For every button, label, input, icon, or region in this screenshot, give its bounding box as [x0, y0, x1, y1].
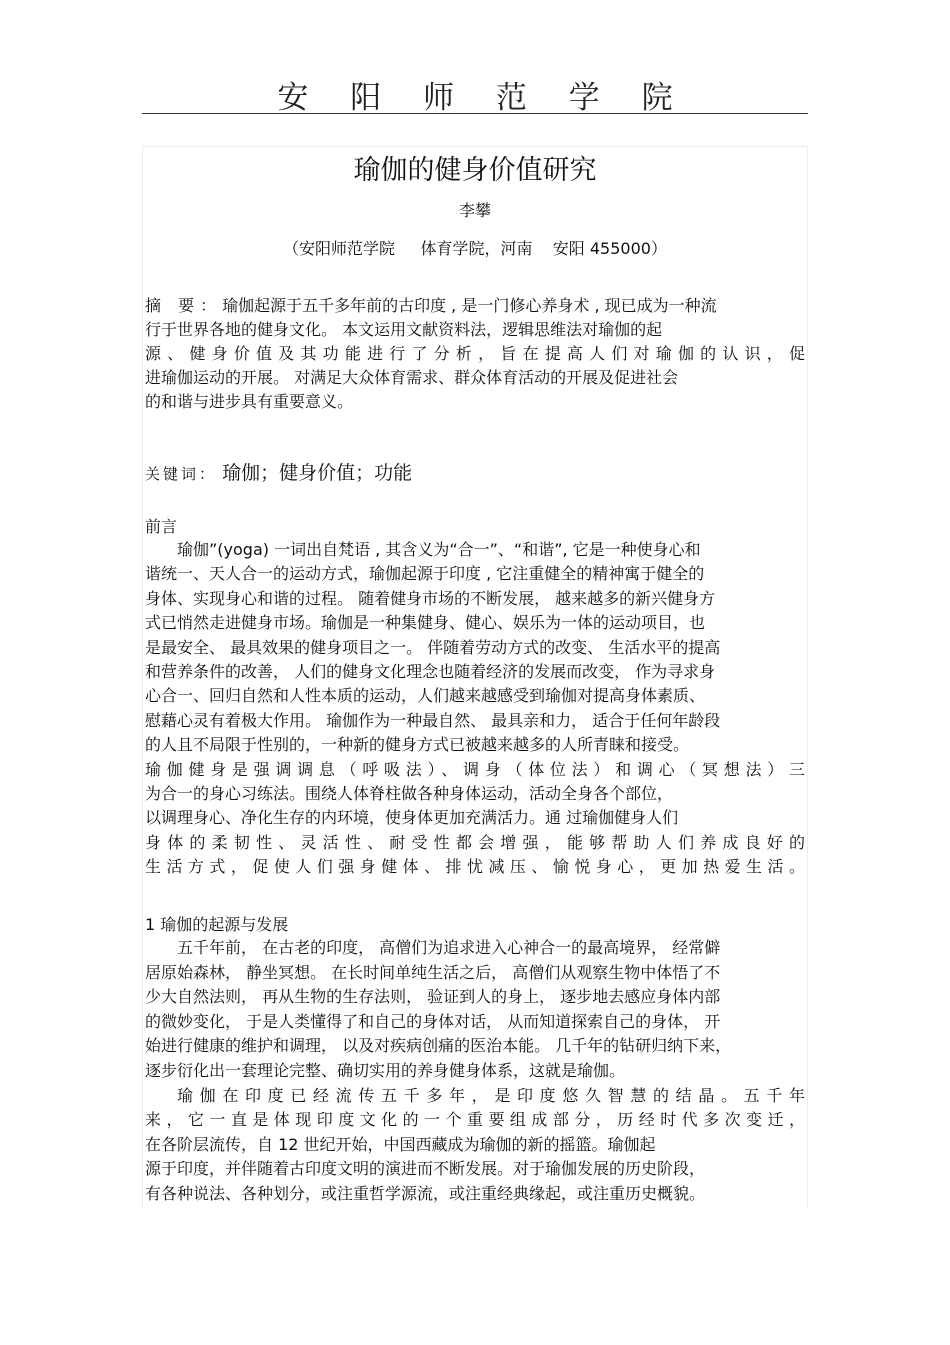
paper-title: 瑜伽的健身价值研究: [353, 155, 597, 186]
institution-header: 安 阳 师 范 学 院: [277, 80, 689, 116]
paragraph-line: 和营养条件的改善， 人们的健身文化理念也随着经济的发展而改变， 作为寻求身: [145, 662, 716, 682]
paragraph-line: 始进行健康的维护和调理， 以及对疾病创痛的医治本能。 几千年的钻研归纳下来，: [145, 1036, 732, 1056]
paragraph-line: 式已悄然走进健身市场。瑜伽是一种集健身、健心、娱乐为一体的运动项目，也: [145, 613, 706, 633]
abstract-line: 源、健身价值及其功能进行了分析，旨在提高人们对瑜伽的认识，促: [145, 344, 805, 363]
author-name: 李攀: [458, 201, 491, 220]
paragraph-line: 心合一、回归自然和人性本质的运动，人们越来越感受到瑜伽对提高身体素质、: [145, 686, 706, 706]
section1-paragraphs: [145, 936, 805, 1207]
abstract-line-text: 瑜伽起源于五千多年前的古印度 , 是一门修心养身术 , 现已成为一种流: [222, 296, 717, 315]
paragraph-line: 瑜伽健身是强调调息（呼吸法）、调身（体位法）和调心（冥想法）三: [145, 759, 805, 779]
keywords-value: 瑜伽；健身价值；功能: [222, 462, 413, 484]
abstract-block: [145, 294, 805, 414]
paragraph-line: 慰藉心灵有着极大作用。 瑜伽作为一种最自然、 最具亲和力， 适合于任何年龄段: [145, 710, 721, 730]
paragraph-line: 有各种说法、各种划分，或注重哲学源流，或注重经典缘起，或注重历史概貌。: [145, 1183, 706, 1203]
paragraph-line: 瑜伽”(yoga) 一词出自梵语 , 其含义为“合一”、“和谐”, 它是一种使身心和: [177, 540, 701, 559]
paragraph-line: 以调理身心、净化生存的内环境，使身体更加充满活力。通 过瑜伽健身人们: [145, 808, 679, 828]
paragraph-line: 的微妙变化， 于是人类懂得了和自己的身体对话， 从而知道探索自己的身体， 开: [145, 1011, 721, 1031]
abstract-line: [145, 294, 805, 318]
paragraph-line: 居原始森林， 静坐冥想。 在长时间单纯生活之后， 高僧们从观察生物中体悟了不: [145, 962, 721, 982]
paragraph-line: 的人且不局限于性别的，一种新的健身方式已被越来越多的人所青睐和接受。: [145, 735, 690, 755]
abstract-line: 的和谐与进步具有重要意义。: [145, 392, 354, 411]
header-divider: [142, 113, 808, 114]
paragraph-line: 在各阶层流传，自 12 世纪开始，中国西藏成为瑜伽的新的摇篮。瑜伽起: [145, 1134, 656, 1154]
paragraph-line: 五千年前， 在古老的印度， 高僧们为追求进入心神合一的最高境界， 经常僻: [177, 938, 721, 957]
keywords-line: [145, 458, 805, 485]
paragraph-line: 逐步衍化出一套理论完整、确切实用的养身健身体系，这就是瑜伽。: [145, 1060, 626, 1080]
paragraph-line: 谐统一、天人合一的运动方式，瑜伽起源于印度 , 它注重健全的精神寓于健全的: [145, 564, 705, 584]
intro-paragraphs: [145, 538, 805, 880]
paragraph-line: 瑜伽在印度已经流传五千多年，是印度悠久智慧的结晶。五千年: [177, 1085, 805, 1105]
paragraph-line: 身体、实现身心和谐的过程。 随着健身市场的不断发展， 越来越多的新兴健身方: [145, 588, 716, 608]
paragraph-line: 少大自然法则， 再从生物的生存法则， 验证到人的身上， 逐步地去感应身体内部: [145, 987, 721, 1007]
paragraph-line: 生活方式，促使人们强身健体、排忧减压、愉悦身心，更加热爱生活。: [145, 857, 805, 877]
keywords-label: 关键词：: [145, 465, 218, 483]
abstract-line: 行于世界各地的健身文化。 本文运用文献资料法，逻辑思维法对瑜伽的起: [145, 320, 663, 339]
abstract-line: 进瑜伽运动的开展。 对满足大众体育需求、群众体育活动的开展及促进社会: [145, 368, 679, 387]
paragraph-line: 源于印度，并伴随着古印度文明的演进而不断发展。对于瑜伽发展的历史阶段，: [145, 1159, 706, 1179]
paragraph-line: 是最安全、 最具效果的健身项目之一。 伴随着劳动方式的改变、 生活水平的提高: [145, 637, 721, 657]
section-heading-intro: 前言: [145, 517, 178, 536]
paragraph-line: 身体的柔韧性、灵活性、耐受性都会增强，能够帮助人们养成良好的: [145, 832, 805, 852]
paragraph-line: 来，它一直是体现印度文化的一个重要组成部分，历经时代多次变迁，: [145, 1110, 805, 1130]
paragraph-line: 为合一的身心习练法。围绕人体脊柱做各种身体运动，活动全身各个部位，: [145, 784, 674, 804]
section-heading-1: 1 瑜伽的起源与发展: [145, 915, 289, 934]
author-affiliation: （安阳师范学院 体育学院，河南 安阳 455000）: [283, 239, 667, 258]
abstract-label: 摘 要：: [145, 296, 223, 315]
